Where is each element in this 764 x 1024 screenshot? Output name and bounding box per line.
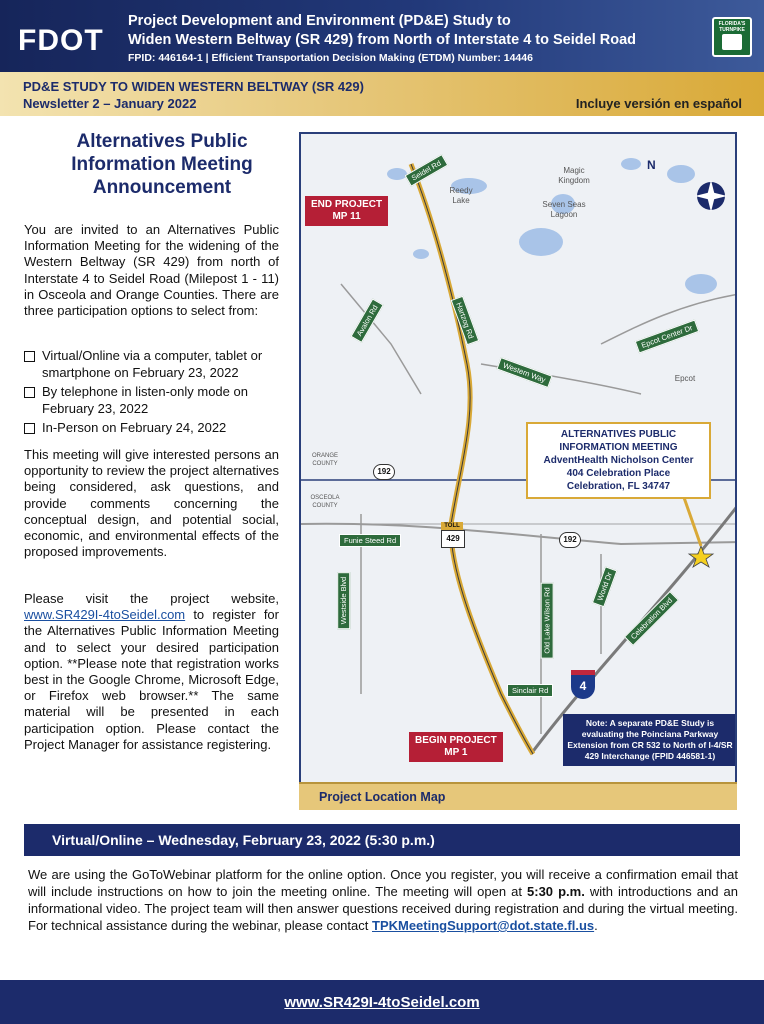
meeting-callout-line: INFORMATION MEETING bbox=[559, 442, 678, 453]
westside-blvd-sign: Westside Blvd bbox=[337, 572, 350, 629]
spanish-note: Incluye versión en español bbox=[575, 96, 742, 111]
toll-label: TOLL bbox=[441, 522, 463, 530]
poinciana-note: Note: A separate PD&E Study is evaluating the Poinciana Parkway Extension from CR 532 to North of I-4/SR 429 Interchange (FPID 446581-1) bbox=[563, 714, 737, 766]
old-lake-wilson-road-sign: Old Lake Wilson Rd bbox=[541, 582, 554, 658]
map-caption-bar bbox=[299, 782, 737, 810]
seidel-road-sign: Seidel Rd bbox=[405, 154, 448, 187]
option-item: By telephone in listen-only mode on February 23, 2022 bbox=[24, 384, 282, 417]
meeting-callout-line: Celebration, FL 34747 bbox=[566, 481, 671, 492]
band-title: PD&E STUDY TO WIDEN WESTERN BELTWAY (SR 429) bbox=[23, 79, 364, 94]
header-title-line1: Project Development and Environment (PD&E) Study to bbox=[128, 13, 511, 29]
fdot-logo bbox=[18, 20, 118, 56]
i4-shield: 4 bbox=[571, 670, 595, 699]
support-email-link[interactable]: TPKMeetingSupport@dot.state.fl.us bbox=[372, 918, 595, 933]
hartzog-road-sign: Hartzog Rd bbox=[451, 296, 480, 345]
virtual-heading: Virtual/Online – Wednesday, February 23, 2022 (5:30 p.m.) bbox=[52, 832, 435, 848]
begin-project-mp: MP 1 bbox=[444, 747, 468, 758]
end-project-text: END PROJECT bbox=[311, 199, 383, 210]
intro-paragraph: You are invited to an Alternatives Public Information Meeting for the widening of the Western Beltway (SR 429) from north of Interstate 4 to Seidel Road (Milepost 1 - 11) in Osceola and Orange Counties. There are three participation options to select from: bbox=[24, 222, 279, 319]
virtual-heading-bar bbox=[24, 824, 740, 856]
begin-project-label bbox=[409, 732, 503, 762]
virtual-text-after: with introductions and an informational video. The project team will then answer questions received during registration and during the virtual meeting. For technical assistance during the webinar, please contact bbox=[28, 884, 739, 933]
turnpike-label: FLORIDA'S TURNPIKE bbox=[718, 21, 746, 33]
footer-website-link[interactable]: www.SR429I-4toSeidel.com bbox=[284, 994, 480, 1011]
avalon-road-sign: Avalon Rd bbox=[350, 298, 383, 343]
register-text-after: to register for the Alternatives Public Information Meeting and to select your desired participation option. **Please note that registration works best in the Google Chrome, Microsoft Edge, or Firefox web browser.** The same material will be presented in each participation option. Please contact the Project Manager for assistance registering. bbox=[24, 607, 279, 752]
funie-steed-road-sign: Funie Steed Rd bbox=[339, 534, 401, 547]
meeting-callout-line: AdventHealth Nicholson Center bbox=[543, 455, 694, 466]
option-item: In-Person on February 24, 2022 bbox=[24, 420, 282, 437]
virtual-end: . bbox=[594, 918, 598, 933]
virtual-paragraph bbox=[28, 866, 738, 934]
end-project-mp: MP 11 bbox=[332, 211, 361, 222]
register-text-before: Please visit the project website, bbox=[24, 591, 279, 606]
seven-seas-label: Seven Seas Lagoon bbox=[542, 200, 586, 219]
turnpike-logo bbox=[712, 17, 752, 57]
us192-shield: 192 bbox=[373, 464, 395, 480]
world-drive-sign: World Dr bbox=[592, 566, 618, 608]
meeting-callout-line: 404 Celebration Place bbox=[566, 468, 671, 479]
meeting-purpose-paragraph: This meeting will give interested persons an opportunity to review the project alternatives being considered, ask questions, and provide comments concerning the conceptual design, and potential social, economic, and environmental effects of the proposed improvements. bbox=[24, 447, 279, 560]
announcement-title: Alternatives Public Information Meeting Announcement bbox=[71, 131, 253, 198]
header-subtitle: FPID: 446164-1 | Efficient Transportation Decision Making (ETDM) Number: 14446 bbox=[128, 52, 533, 64]
osceola-county-label: OSCEOLA COUNTY bbox=[310, 495, 340, 509]
reedy-lake-label: Reedy Lake bbox=[449, 186, 473, 205]
newsletter-number: Newsletter 2 – January 2022 bbox=[23, 96, 197, 111]
us192-shield: 192 bbox=[559, 532, 581, 548]
western-way-sign: Western Way bbox=[496, 357, 552, 388]
project-location-map bbox=[299, 132, 737, 808]
register-paragraph bbox=[24, 591, 279, 753]
meeting-location-callout bbox=[526, 422, 711, 499]
participation-options bbox=[24, 348, 282, 440]
epcot-center-drive-sign: Epcot Center Dr bbox=[635, 319, 699, 353]
virtual-time: 5:30 p.m. bbox=[527, 884, 585, 899]
sr429-shield: 429 bbox=[441, 530, 465, 548]
project-website-link[interactable]: www.SR429I-4toSeidel.com bbox=[24, 607, 186, 623]
option-item: Virtual/Online via a computer, tablet or smartphone on February 23, 2022 bbox=[24, 348, 282, 381]
meeting-callout-line: ALTERNATIVES PUBLIC bbox=[560, 429, 677, 440]
sinclair-road-sign: Sinclair Rd bbox=[507, 684, 553, 697]
begin-project-text: BEGIN PROJECT bbox=[415, 735, 497, 746]
magic-kingdom-label: Magic Kingdom bbox=[558, 166, 590, 185]
footer-bar bbox=[0, 980, 764, 1024]
end-project-label bbox=[305, 196, 388, 226]
epcot-label: Epcot bbox=[674, 374, 696, 383]
celebration-blvd-sign: Celebration Blvd bbox=[624, 591, 679, 646]
header-title bbox=[128, 12, 636, 50]
header-title-line2: Widen Western Beltway (SR 429) from North of Interstate 4 to Seidel Road bbox=[128, 32, 636, 48]
logo-text: FDOT bbox=[18, 24, 104, 57]
orange-county-label: ORANGE COUNTY bbox=[311, 453, 338, 467]
map-caption: Project Location Map bbox=[319, 790, 446, 804]
virtual-text-before: We are using the GoToWebinar platform for the online option. Once you register, you will receive a confirmation email that will include instructions on how to join the meeting online. The meeting will open at bbox=[28, 867, 738, 899]
north-label: N bbox=[647, 158, 656, 172]
